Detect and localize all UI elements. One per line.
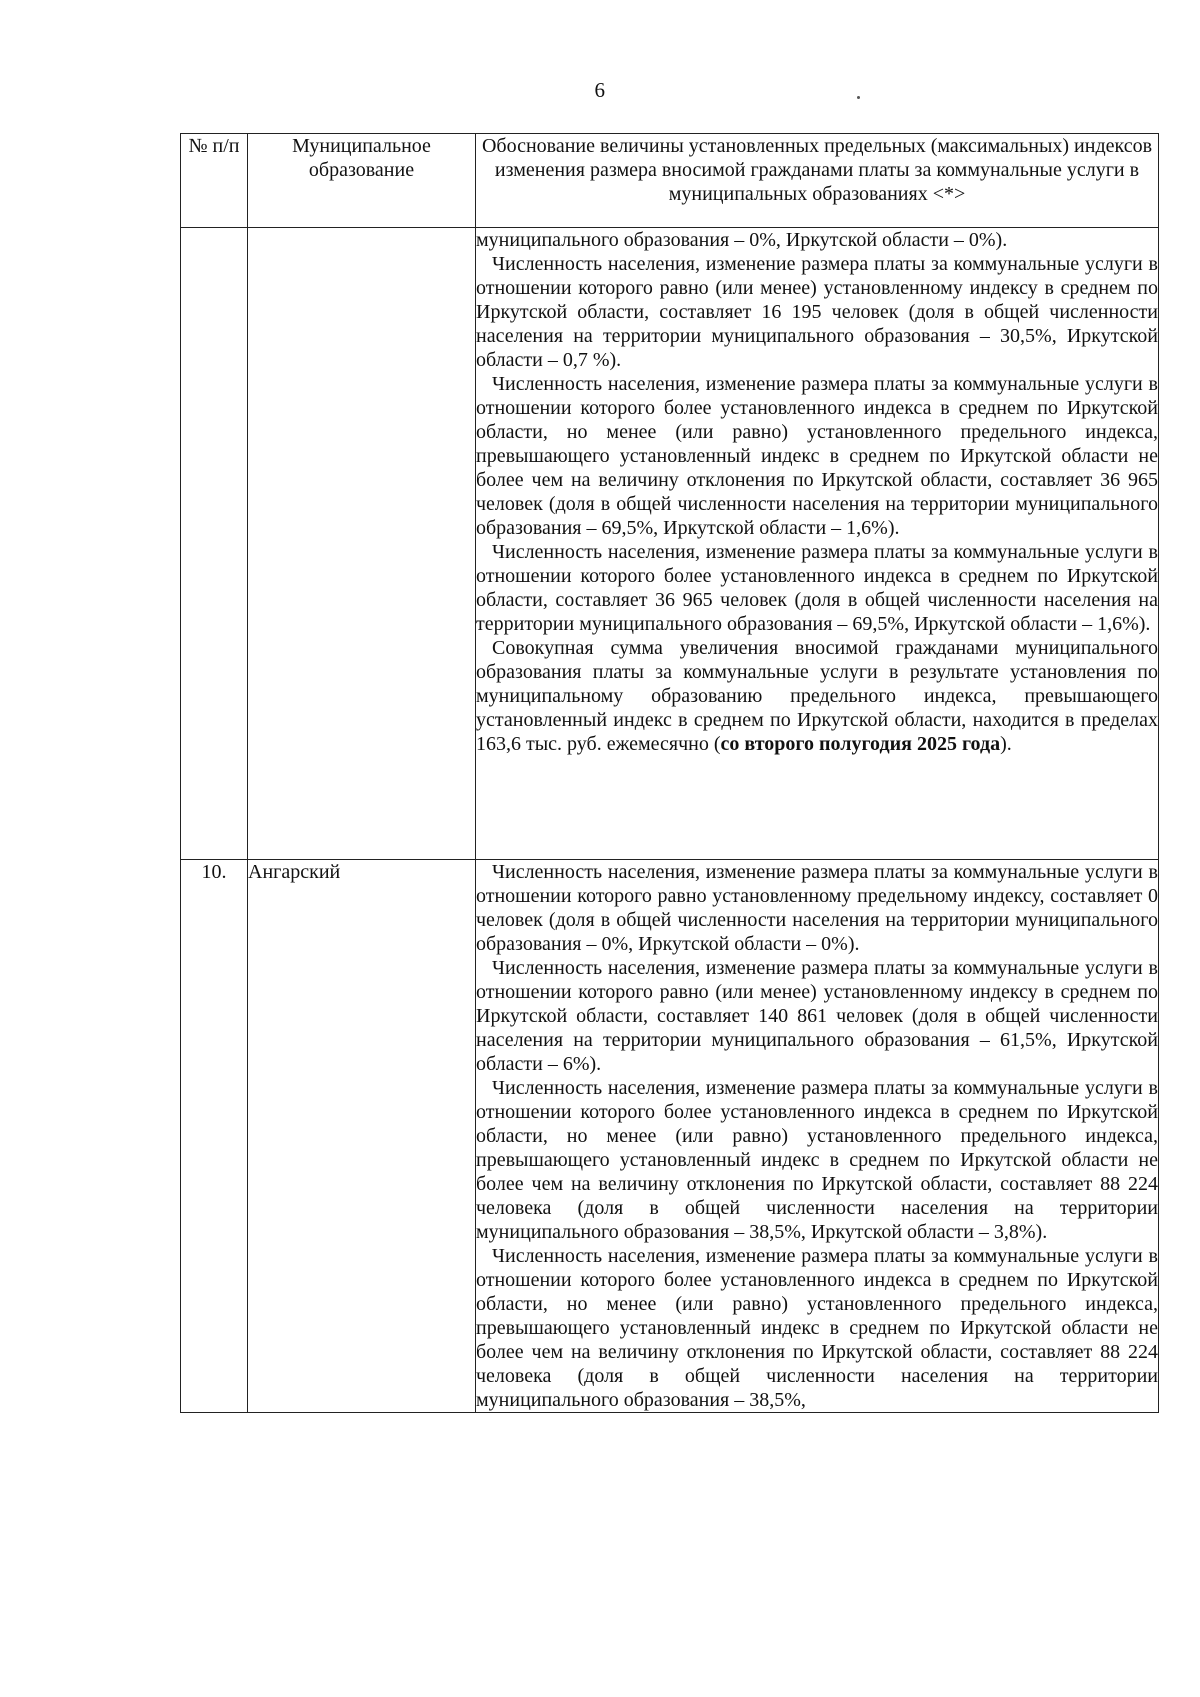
page-number: 6 [594,78,606,102]
table-row [181,228,1159,860]
table-row [181,860,1159,1413]
header-municipality: Муниципальное образование [248,134,476,228]
justification-paragraph: Численность населения, изменение размера платы за коммунальные услуги в отношении которого более установленного индекса в среднем по Иркутской области, но менее (или равно) установленного предельного индекса, превышающего установленный индекс в среднем по Иркутской области не более чем на величину отклонения по Иркутской области, составляет 88 224 человека (доля в общей численности населения на территории муниципального образования – 38,5%, Иркутской области – 3,8%). [476,1077,1158,1243]
row-number-cell [181,228,248,860]
scan-artifact-dot [857,96,860,99]
municipality-cell: Ангарский [248,860,476,1413]
row-number-cell: 10. [181,860,248,1413]
justification-paragraph: Численность населения, изменение размера платы за коммунальные услуги в отношении которого равно установленному предельному индексу, составляет 0 человек (доля в общей численности населения на территории муниципального образования – 0%, Иркутской области – 0%). [476,861,1158,955]
effective-period: со второго полугодия 2025 года [720,733,1001,755]
justification-paragraph: Численность населения, изменение размера платы за коммунальные услуги в отношении которого равно (или менее) установленному индексу в среднем по Иркутской области, составляет 16 195 человек (доля в общей численности населения на территории муниципального образования – 30,5%, Иркутской области – 0,7 %). [476,253,1158,371]
total-sum-paragraph [476,636,1158,756]
justification-paragraph: Численность населения, изменение размера платы за коммунальные услуги в отношении которого более установленного индекса в среднем по Иркутской области, но менее (или равно) установленного предельного индекса, превышающего установленный индекс в среднем по Иркутской области не более чем на величину отклонения по Иркутской области, составляет 88 224 человека (доля в общей численности населения на территории муниципального образования – 38,5%, [476,1245,1158,1411]
justification-paragraph: Численность населения, изменение размера платы за коммунальные услуги в отношении которого более установленного индекса в среднем по Иркутской области, составляет 36 965 человек (доля в общей численности населения на территории муниципального образования – 69,5%, Иркутской области – 1,6%). [476,541,1158,635]
justification-cell [476,228,1159,860]
header-number: № п/п [181,134,248,228]
table-header-row [181,134,1159,228]
total-sum-text: Совокупная сумма увеличения вносимой гражданами муниципального образования платы за коммунальные услуги в результате установления по муниципальному образованию предельного индекса, превышающего установленный индекс в среднем по Иркутской области, находится в пределах 163,6 тыс. руб. ежемесячно ( [476,637,1158,755]
municipality-cell [248,228,476,860]
header-justification: Обоснование величины установленных предельных (максимальных) индексов изменения размера вносимой гражданами платы за коммунальные услуги в муниципальных образованиях <*> [476,134,1159,228]
justification-table [180,133,1159,1413]
justification-paragraph: Численность населения, изменение размера платы за коммунальные услуги в отношении которого более установленного индекса в среднем по Иркутской области, но менее (или равно) установленного предельного индекса, превышающего установленный индекс в среднем по Иркутской области не более чем на величину отклонения по Иркутской области, составляет 36 965 человек (доля в общей численности населения на территории муниципального образования – 69,5%, Иркутской области – 1,6%). [476,373,1158,539]
justification-paragraph: муниципального образования – 0%, Иркутской области – 0%). [476,229,1008,251]
justification-cell [476,860,1159,1413]
total-sum-text-end: ). [1000,733,1012,755]
justification-paragraph: Численность населения, изменение размера платы за коммунальные услуги в отношении которого равно (или менее) установленному индексу в среднем по Иркутской области, составляет 140 861 человек (доля в общей численности населения на территории муниципального образования – 61,5%, Иркутской области – 6%). [476,957,1158,1075]
